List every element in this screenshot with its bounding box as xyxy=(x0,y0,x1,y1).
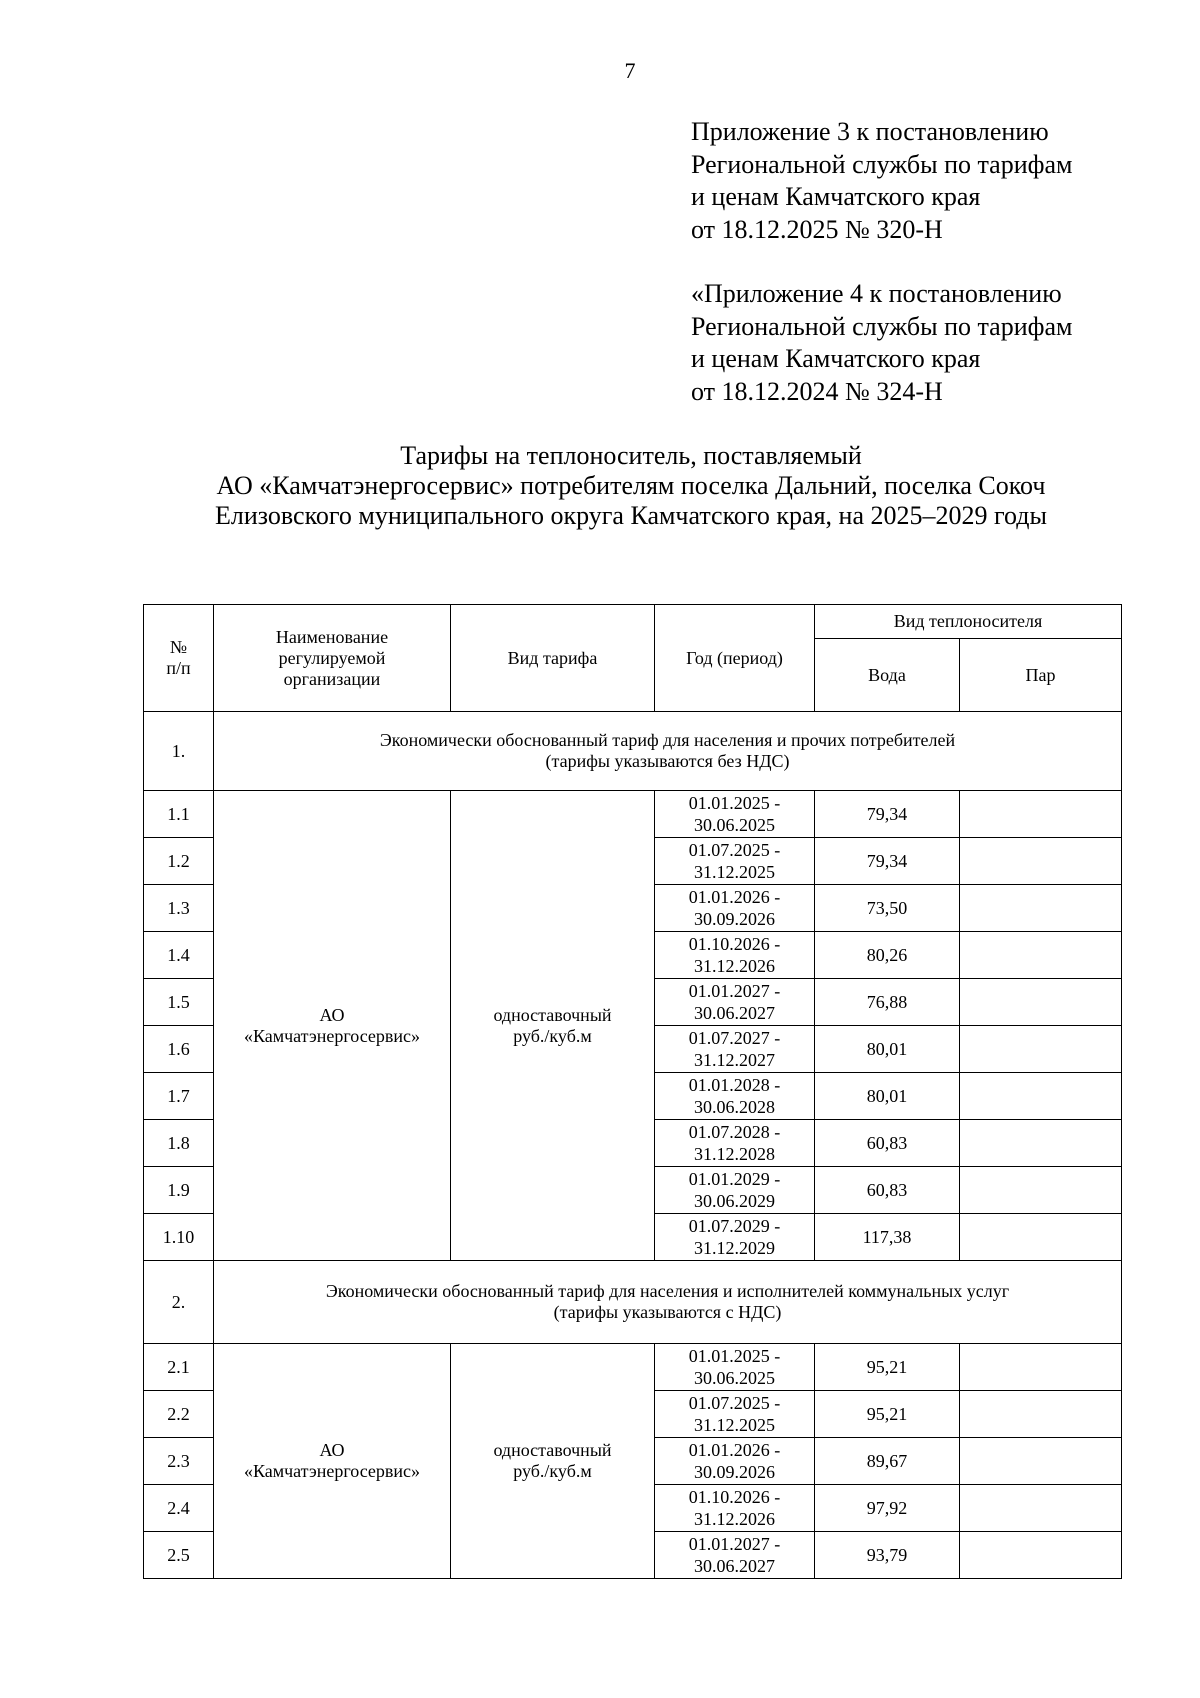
appendix-line: и ценам Камчатского края xyxy=(691,344,981,373)
section-title-line: Экономически обоснованный тариф для населения и исполнителей коммунальных услуг xyxy=(325,1281,1010,1301)
header-text: п/п xyxy=(166,658,191,678)
section-title xyxy=(214,1261,1122,1344)
period-from: 01.07.2029 - xyxy=(688,1216,781,1236)
title-line: Елизовского муниципального округа Камчатского края, на 2025–2029 годы xyxy=(215,501,1047,530)
water-tariff-value: 117,38 xyxy=(815,1214,960,1261)
tariff-type-line: руб./куб.м xyxy=(513,1461,592,1481)
period-cell xyxy=(655,1073,815,1120)
period-cell xyxy=(655,1391,815,1438)
appendix-line: «Приложение 4 к постановлению xyxy=(691,279,1062,308)
tariff-type-line: одноставочный xyxy=(493,1004,612,1025)
period-to: 31.12.2029 xyxy=(694,1238,775,1258)
appendix-reference-previous xyxy=(691,278,1072,408)
organization-cell xyxy=(214,791,451,1261)
section-number: 2. xyxy=(144,1261,214,1344)
header-text: регулируемой xyxy=(278,647,386,668)
table-header-row xyxy=(144,605,1122,639)
organization-name-line: «Камчатэнергосервис» xyxy=(243,1025,421,1046)
period-cell xyxy=(655,1344,815,1391)
period-from: 01.01.2029 - xyxy=(688,1169,781,1189)
period-to: 30.06.2025 xyxy=(694,815,775,835)
period-from: 01.10.2026 - xyxy=(688,934,781,954)
row-number: 1.4 xyxy=(144,932,214,979)
row-number: 2.2 xyxy=(144,1391,214,1438)
title-line: Тарифы на теплоноситель, поставляемый xyxy=(400,441,862,470)
section-header-row xyxy=(144,712,1122,791)
period-to: 31.12.2027 xyxy=(694,1050,775,1070)
appendix-line: от 18.12.2024 № 324-Н xyxy=(691,376,943,406)
steam-tariff-value xyxy=(960,885,1122,932)
steam-tariff-value xyxy=(960,1073,1122,1120)
header-number xyxy=(144,605,214,712)
row-number: 1.1 xyxy=(144,791,214,838)
header-text: № xyxy=(169,637,188,657)
steam-tariff-value xyxy=(960,1214,1122,1261)
row-number: 2.3 xyxy=(144,1438,214,1485)
tariff-type-line: руб./куб.м xyxy=(513,1025,592,1046)
period-from: 01.10.2026 - xyxy=(688,1487,781,1507)
header-tariff-type: Вид тарифа xyxy=(451,605,655,712)
steam-tariff-value xyxy=(960,979,1122,1026)
water-tariff-value: 60,83 xyxy=(815,1120,960,1167)
row-number: 1.9 xyxy=(144,1167,214,1214)
period-cell xyxy=(655,1438,815,1485)
period-to: 31.12.2025 xyxy=(694,862,775,882)
period-from: 01.01.2025 - xyxy=(688,1346,781,1366)
steam-tariff-value xyxy=(960,1026,1122,1073)
section-title-line: (тарифы указываются с НДС) xyxy=(553,1302,782,1322)
page-number: 7 xyxy=(624,58,636,83)
steam-tariff-value xyxy=(960,791,1122,838)
steam-tariff-value xyxy=(960,1391,1122,1438)
period-cell xyxy=(655,1532,815,1579)
appendix-reference-current xyxy=(691,116,1072,246)
water-tariff-value: 80,01 xyxy=(815,1073,960,1120)
period-from: 01.07.2025 - xyxy=(688,1393,781,1413)
organization-name-line: «Камчатэнергосервис» xyxy=(243,1461,421,1481)
row-number: 1.7 xyxy=(144,1073,214,1120)
row-number: 1.2 xyxy=(144,838,214,885)
row-number: 1.5 xyxy=(144,979,214,1026)
appendix-line: от 18.12.2025 № 320-Н xyxy=(691,214,943,244)
header-organization xyxy=(214,605,451,712)
period-cell xyxy=(655,1214,815,1261)
section-title-line: (тарифы указываются без НДС) xyxy=(545,751,790,771)
period-from: 01.07.2027 - xyxy=(688,1028,781,1048)
period-cell xyxy=(655,932,815,979)
period-cell xyxy=(655,885,815,932)
water-tariff-value: 73,50 xyxy=(815,885,960,932)
period-cell xyxy=(655,791,815,838)
steam-tariff-value xyxy=(960,1344,1122,1391)
header-water: Вода xyxy=(815,639,960,712)
steam-tariff-value xyxy=(960,838,1122,885)
section-header-row xyxy=(144,1261,1122,1344)
period-from: 01.07.2028 - xyxy=(688,1122,781,1142)
water-tariff-value: 80,26 xyxy=(815,932,960,979)
water-tariff-value: 79,34 xyxy=(815,791,960,838)
water-tariff-value: 89,67 xyxy=(815,1438,960,1485)
document-title xyxy=(0,441,1200,531)
period-to: 30.09.2026 xyxy=(694,1462,775,1482)
water-tariff-value: 60,83 xyxy=(815,1167,960,1214)
water-tariff-value: 93,79 xyxy=(815,1532,960,1579)
organization-cell xyxy=(214,1344,451,1579)
row-number: 2.4 xyxy=(144,1485,214,1532)
appendix-line: Региональной службы по тарифам xyxy=(691,149,1073,179)
period-cell xyxy=(655,1026,815,1073)
row-number: 1.6 xyxy=(144,1026,214,1073)
water-tariff-value: 95,21 xyxy=(815,1344,960,1391)
period-to: 31.12.2025 xyxy=(694,1415,775,1435)
table-row xyxy=(144,1344,1122,1391)
title-line: АО «Камчатэнергосервис» потребителям поселка Дальний, поселка Сокоч xyxy=(216,471,1046,500)
row-number: 1.10 xyxy=(144,1214,214,1261)
period-cell xyxy=(655,1485,815,1532)
period-cell xyxy=(655,838,815,885)
period-to: 31.12.2026 xyxy=(694,1509,775,1529)
period-to: 30.09.2026 xyxy=(694,909,775,929)
period-to: 30.06.2028 xyxy=(694,1097,775,1117)
table-row xyxy=(144,791,1122,838)
row-number: 2.1 xyxy=(144,1344,214,1391)
tariff-type-cell xyxy=(451,1344,655,1579)
section-title-line: Экономически обоснованный тариф для населения и прочих потребителей xyxy=(379,730,956,750)
header-text: Наименование xyxy=(275,626,389,647)
water-tariff-value: 76,88 xyxy=(815,979,960,1026)
period-cell xyxy=(655,979,815,1026)
appendix-line: Региональной службы по тарифам xyxy=(691,311,1073,341)
tariff-type-line: одноставочный xyxy=(493,1440,612,1460)
steam-tariff-value xyxy=(960,932,1122,979)
period-to: 30.06.2027 xyxy=(694,1556,775,1576)
water-tariff-value: 79,34 xyxy=(815,838,960,885)
period-cell xyxy=(655,1120,815,1167)
period-cell xyxy=(655,1167,815,1214)
tariff-table xyxy=(143,604,1122,1579)
steam-tariff-value xyxy=(960,1120,1122,1167)
period-from: 01.01.2027 - xyxy=(688,981,781,1001)
row-number: 1.3 xyxy=(144,885,214,932)
period-from: 01.01.2026 - xyxy=(688,887,781,907)
period-from: 01.07.2025 - xyxy=(688,840,781,860)
period-from: 01.01.2026 - xyxy=(688,1440,781,1460)
period-to: 30.06.2029 xyxy=(694,1191,775,1211)
period-from: 01.01.2027 - xyxy=(688,1534,781,1554)
period-to: 30.06.2027 xyxy=(694,1003,775,1023)
water-tariff-value: 95,21 xyxy=(815,1391,960,1438)
organization-name-line: АО xyxy=(319,1004,345,1025)
water-tariff-value: 80,01 xyxy=(815,1026,960,1073)
steam-tariff-value xyxy=(960,1532,1122,1579)
steam-tariff-value xyxy=(960,1485,1122,1532)
tariff-type-cell xyxy=(451,791,655,1261)
period-from: 01.01.2025 - xyxy=(688,793,781,813)
steam-tariff-value xyxy=(960,1438,1122,1485)
organization-name-line: АО xyxy=(319,1440,345,1460)
section-number: 1. xyxy=(144,712,214,791)
period-to: 31.12.2026 xyxy=(694,956,775,976)
header-text: организации xyxy=(283,668,381,689)
header-period: Год (период) xyxy=(655,605,815,712)
section-title xyxy=(214,712,1122,791)
header-steam: Пар xyxy=(960,639,1122,712)
row-number: 1.8 xyxy=(144,1120,214,1167)
period-from: 01.01.2028 - xyxy=(688,1075,781,1095)
water-tariff-value: 97,92 xyxy=(815,1485,960,1532)
appendix-line: Приложение 3 к постановлению xyxy=(691,117,1049,146)
appendix-line: и ценам Камчатского края xyxy=(691,182,981,211)
row-number: 2.5 xyxy=(144,1532,214,1579)
period-to: 30.06.2025 xyxy=(694,1368,775,1388)
period-to: 31.12.2028 xyxy=(694,1144,775,1164)
header-carrier-type: Вид теплоносителя xyxy=(815,605,1122,639)
steam-tariff-value xyxy=(960,1167,1122,1214)
